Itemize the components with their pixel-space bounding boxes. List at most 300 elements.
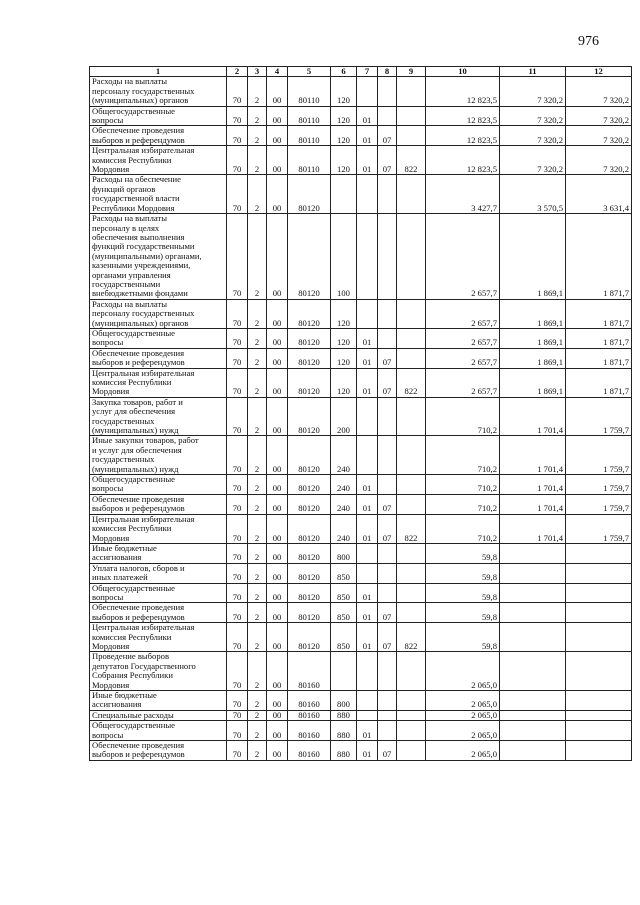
cell-target-article: 80120 (288, 348, 331, 368)
row-name-cell: Обеспечение проведения выборов и референдумов (90, 603, 227, 623)
cell-amount-2: 7 320,2 (500, 126, 566, 146)
cell-amount-1: 2 657,7 (426, 368, 500, 397)
cell-code-4: 00 (267, 721, 288, 741)
cell-code-3: 2 (248, 214, 267, 300)
table-row (90, 623, 632, 652)
cell-code-2: 70 (227, 328, 248, 348)
cell-ministry (397, 214, 426, 300)
cell-code-3: 2 (248, 543, 267, 563)
cell-code-3: 2 (248, 514, 267, 543)
cell-code-4: 00 (267, 397, 288, 436)
cell-code-2: 70 (227, 368, 248, 397)
table-row (90, 563, 632, 583)
table-row (90, 514, 632, 543)
cell-amount-1: 12 823,5 (426, 126, 500, 146)
cell-code-4: 00 (267, 603, 288, 623)
cell-code-3: 2 (248, 691, 267, 711)
cell-target-article: 80110 (288, 146, 331, 175)
cell-amount-3 (566, 652, 632, 691)
row-name-cell: Специальные расходы (90, 710, 227, 720)
cell-code-4: 00 (267, 741, 288, 761)
cell-section: 01 (357, 494, 378, 514)
cell-code-3: 2 (248, 603, 267, 623)
cell-amount-2: 1 701,4 (500, 397, 566, 436)
cell-amount-1: 2 657,7 (426, 299, 500, 328)
cell-code-3: 2 (248, 710, 267, 720)
cell-subsection (378, 397, 397, 436)
table-row (90, 175, 632, 214)
cell-code-4: 00 (267, 475, 288, 495)
cell-amount-3: 1 871,7 (566, 299, 632, 328)
cell-amount-3: 1 871,7 (566, 328, 632, 348)
cell-amount-1: 2 065,0 (426, 741, 500, 761)
cell-expense-type: 880 (331, 710, 357, 720)
cell-code-2: 70 (227, 475, 248, 495)
cell-ministry (397, 106, 426, 126)
cell-code-3: 2 (248, 126, 267, 146)
column-header: 11 (500, 67, 566, 77)
cell-amount-1: 12 823,5 (426, 106, 500, 126)
cell-amount-2: 3 570,5 (500, 175, 566, 214)
cell-target-article: 80120 (288, 368, 331, 397)
cell-amount-1: 710,2 (426, 475, 500, 495)
cell-expense-type: 240 (331, 436, 357, 475)
cell-section (357, 691, 378, 711)
cell-code-3: 2 (248, 623, 267, 652)
column-header: 2 (227, 67, 248, 77)
cell-amount-1: 710,2 (426, 514, 500, 543)
cell-ministry (397, 741, 426, 761)
cell-section: 01 (357, 368, 378, 397)
cell-code-3: 2 (248, 583, 267, 603)
cell-expense-type: 120 (331, 328, 357, 348)
cell-amount-2 (500, 652, 566, 691)
cell-expense-type: 120 (331, 368, 357, 397)
cell-subsection: 07 (378, 494, 397, 514)
cell-subsection: 07 (378, 368, 397, 397)
cell-ministry (397, 494, 426, 514)
cell-subsection (378, 106, 397, 126)
cell-amount-3 (566, 691, 632, 711)
cell-amount-3 (566, 543, 632, 563)
cell-expense-type: 880 (331, 741, 357, 761)
cell-subsection (378, 175, 397, 214)
cell-amount-2 (500, 563, 566, 583)
cell-section (357, 175, 378, 214)
table-row (90, 721, 632, 741)
row-name-cell: Иные бюджетные ассигнования (90, 543, 227, 563)
cell-section: 01 (357, 741, 378, 761)
cell-ministry (397, 77, 426, 106)
cell-target-article: 80120 (288, 543, 331, 563)
cell-subsection: 07 (378, 603, 397, 623)
cell-code-4: 00 (267, 106, 288, 126)
cell-section (357, 436, 378, 475)
column-header: 8 (378, 67, 397, 77)
cell-section: 01 (357, 583, 378, 603)
row-name-cell: Центральная избирательная комиссия Республики Мордовия (90, 514, 227, 543)
column-header: 4 (267, 67, 288, 77)
cell-amount-1: 59,8 (426, 543, 500, 563)
cell-amount-3: 1 871,7 (566, 348, 632, 368)
cell-subsection: 07 (378, 126, 397, 146)
cell-target-article: 80120 (288, 397, 331, 436)
cell-amount-2: 1 701,4 (500, 514, 566, 543)
cell-code-2: 70 (227, 106, 248, 126)
row-name-cell: Общегосударственные вопросы (90, 106, 227, 126)
cell-code-4: 00 (267, 328, 288, 348)
cell-amount-3 (566, 583, 632, 603)
cell-code-4: 00 (267, 77, 288, 106)
cell-code-2: 70 (227, 583, 248, 603)
cell-section: 01 (357, 106, 378, 126)
cell-amount-1: 2 065,0 (426, 721, 500, 741)
cell-code-4: 00 (267, 175, 288, 214)
cell-code-3: 2 (248, 368, 267, 397)
cell-ministry (397, 348, 426, 368)
cell-code-2: 70 (227, 214, 248, 300)
cell-ministry (397, 583, 426, 603)
cell-expense-type: 120 (331, 106, 357, 126)
table-row (90, 494, 632, 514)
cell-target-article: 80120 (288, 175, 331, 214)
column-header: 5 (288, 67, 331, 77)
row-name-cell: Центральная избирательная комиссия Республики Мордовия (90, 368, 227, 397)
cell-section (357, 652, 378, 691)
cell-section (357, 397, 378, 436)
cell-code-4: 00 (267, 691, 288, 711)
cell-target-article: 80120 (288, 563, 331, 583)
column-header: 3 (248, 67, 267, 77)
cell-section: 01 (357, 475, 378, 495)
cell-amount-3 (566, 623, 632, 652)
cell-amount-2 (500, 583, 566, 603)
cell-code-4: 00 (267, 543, 288, 563)
cell-amount-2: 1 701,4 (500, 436, 566, 475)
cell-target-article: 80160 (288, 721, 331, 741)
cell-code-2: 70 (227, 721, 248, 741)
cell-code-4: 00 (267, 652, 288, 691)
row-name-cell: Обеспечение проведения выборов и референдумов (90, 741, 227, 761)
cell-code-2: 70 (227, 623, 248, 652)
table-row (90, 710, 632, 720)
table-row (90, 543, 632, 563)
cell-amount-1: 2 065,0 (426, 691, 500, 711)
cell-target-article: 80120 (288, 475, 331, 495)
cell-amount-3 (566, 741, 632, 761)
cell-code-3: 2 (248, 299, 267, 328)
cell-code-4: 00 (267, 623, 288, 652)
cell-code-3: 2 (248, 175, 267, 214)
cell-amount-1: 59,8 (426, 583, 500, 603)
cell-section: 01 (357, 514, 378, 543)
cell-ministry (397, 436, 426, 475)
cell-code-2: 70 (227, 710, 248, 720)
table-row (90, 77, 632, 106)
row-name-cell: Общегосударственные вопросы (90, 583, 227, 603)
cell-code-2: 70 (227, 299, 248, 328)
cell-code-2: 70 (227, 175, 248, 214)
cell-target-article: 80160 (288, 741, 331, 761)
row-name-cell: Закупка товаров, работ и услуг для обеспечения государственных (муниципальных) нужд (90, 397, 227, 436)
row-name-cell: Уплата налогов, сборов и иных платежей (90, 563, 227, 583)
cell-section: 01 (357, 721, 378, 741)
cell-code-2: 70 (227, 603, 248, 623)
cell-subsection: 07 (378, 623, 397, 652)
cell-amount-1: 2 065,0 (426, 652, 500, 691)
row-name-cell: Иные закупки товаров, работ и услуг для обеспечения государственных (муниципальных) нужд (90, 436, 227, 475)
cell-amount-3: 7 320,2 (566, 146, 632, 175)
cell-code-2: 70 (227, 691, 248, 711)
cell-target-article: 80120 (288, 514, 331, 543)
cell-expense-type: 200 (331, 397, 357, 436)
cell-subsection (378, 77, 397, 106)
cell-amount-2: 1 869,1 (500, 214, 566, 300)
cell-code-3: 2 (248, 146, 267, 175)
cell-target-article: 80120 (288, 494, 331, 514)
cell-expense-type: 120 (331, 146, 357, 175)
row-name-cell: Общегосударственные вопросы (90, 328, 227, 348)
cell-code-4: 00 (267, 126, 288, 146)
cell-code-2: 70 (227, 348, 248, 368)
cell-code-4: 00 (267, 563, 288, 583)
page-number: 976 (578, 34, 599, 49)
cell-target-article: 80110 (288, 77, 331, 106)
cell-code-3: 2 (248, 475, 267, 495)
cell-section (357, 214, 378, 300)
cell-ministry (397, 721, 426, 741)
cell-target-article: 80160 (288, 652, 331, 691)
cell-expense-type: 850 (331, 563, 357, 583)
cell-amount-3 (566, 563, 632, 583)
table-row (90, 348, 632, 368)
cell-subsection (378, 583, 397, 603)
row-name-cell: Расходы на выплаты персоналу государственных (муниципальных) органов (90, 299, 227, 328)
cell-ministry (397, 126, 426, 146)
row-name-cell: Центральная избирательная комиссия Республики Мордовия (90, 146, 227, 175)
cell-expense-type: 120 (331, 348, 357, 368)
cell-target-article: 80110 (288, 106, 331, 126)
cell-code-2: 70 (227, 146, 248, 175)
cell-target-article: 80160 (288, 691, 331, 711)
cell-subsection: 07 (378, 348, 397, 368)
cell-expense-type: 120 (331, 77, 357, 106)
cell-code-2: 70 (227, 652, 248, 691)
column-header: 12 (566, 67, 632, 77)
cell-ministry (397, 175, 426, 214)
cell-code-4: 00 (267, 710, 288, 720)
cell-code-3: 2 (248, 436, 267, 475)
cell-code-4: 00 (267, 214, 288, 300)
cell-code-3: 2 (248, 77, 267, 106)
table-row (90, 741, 632, 761)
row-name-cell: Проведение выборов депутатов Государственного Собрания Республики Мордовия (90, 652, 227, 691)
row-name-cell: Расходы на выплаты персоналу в целях обеспечения выполнения функций государственными (муниципальными) органами, казенными учреждениями, органами управления государственными внебюджетными фондами (90, 214, 227, 300)
cell-amount-1: 3 427,7 (426, 175, 500, 214)
cell-amount-2: 1 869,1 (500, 328, 566, 348)
table-row (90, 475, 632, 495)
row-name-cell: Расходы на обеспечение функций органов государственной власти Республики Мордовия (90, 175, 227, 214)
cell-subsection (378, 475, 397, 495)
cell-section: 01 (357, 146, 378, 175)
cell-target-article: 80120 (288, 583, 331, 603)
cell-ministry (397, 603, 426, 623)
row-name-cell: Центральная избирательная комиссия Республики Мордовия (90, 623, 227, 652)
cell-code-4: 00 (267, 299, 288, 328)
cell-amount-1: 12 823,5 (426, 146, 500, 175)
cell-expense-type: 850 (331, 603, 357, 623)
cell-subsection (378, 691, 397, 711)
table-row (90, 652, 632, 691)
cell-code-3: 2 (248, 563, 267, 583)
cell-section (357, 563, 378, 583)
cell-amount-2 (500, 741, 566, 761)
table-row (90, 397, 632, 436)
table-row (90, 691, 632, 711)
cell-ministry (397, 691, 426, 711)
cell-amount-2 (500, 710, 566, 720)
cell-amount-3: 7 320,2 (566, 126, 632, 146)
row-name-cell: Общегосударственные вопросы (90, 475, 227, 495)
cell-amount-2: 1 701,4 (500, 494, 566, 514)
cell-amount-3: 7 320,2 (566, 77, 632, 106)
table-row (90, 368, 632, 397)
cell-amount-2: 1 869,1 (500, 348, 566, 368)
cell-expense-type: 240 (331, 514, 357, 543)
cell-ministry (397, 299, 426, 328)
cell-subsection: 07 (378, 741, 397, 761)
cell-amount-1: 59,8 (426, 603, 500, 623)
table-row (90, 583, 632, 603)
cell-section: 01 (357, 126, 378, 146)
cell-code-2: 70 (227, 741, 248, 761)
cell-expense-type: 880 (331, 721, 357, 741)
cell-ministry (397, 328, 426, 348)
cell-amount-2: 1 869,1 (500, 368, 566, 397)
cell-section: 01 (357, 348, 378, 368)
cell-expense-type: 120 (331, 126, 357, 146)
cell-code-2: 70 (227, 494, 248, 514)
cell-section (357, 77, 378, 106)
cell-code-3: 2 (248, 106, 267, 126)
cell-expense-type: 800 (331, 543, 357, 563)
column-header: 10 (426, 67, 500, 77)
cell-amount-3 (566, 603, 632, 623)
cell-code-3: 2 (248, 494, 267, 514)
cell-amount-2: 7 320,2 (500, 106, 566, 126)
cell-amount-3: 1 759,7 (566, 475, 632, 495)
cell-amount-1: 59,8 (426, 623, 500, 652)
table-row (90, 603, 632, 623)
cell-amount-2: 7 320,2 (500, 146, 566, 175)
cell-target-article: 80160 (288, 710, 331, 720)
cell-ministry (397, 563, 426, 583)
cell-subsection: 07 (378, 146, 397, 175)
cell-code-3: 2 (248, 652, 267, 691)
cell-ministry: 822 (397, 368, 426, 397)
cell-ministry (397, 475, 426, 495)
cell-target-article: 80120 (288, 328, 331, 348)
cell-amount-3: 1 759,7 (566, 436, 632, 475)
cell-amount-1: 710,2 (426, 397, 500, 436)
cell-amount-3 (566, 721, 632, 741)
cell-section: 01 (357, 623, 378, 652)
cell-amount-2 (500, 603, 566, 623)
cell-subsection: 07 (378, 514, 397, 543)
cell-subsection (378, 328, 397, 348)
cell-amount-1: 2 065,0 (426, 710, 500, 720)
column-header: 9 (397, 67, 426, 77)
cell-amount-3: 1 871,7 (566, 368, 632, 397)
cell-expense-type: 100 (331, 214, 357, 300)
cell-amount-3: 1 871,7 (566, 214, 632, 300)
cell-subsection (378, 710, 397, 720)
table-row (90, 328, 632, 348)
cell-target-article: 80110 (288, 126, 331, 146)
cell-section (357, 710, 378, 720)
cell-amount-2 (500, 721, 566, 741)
cell-ministry (397, 543, 426, 563)
cell-amount-1: 710,2 (426, 494, 500, 514)
cell-subsection (378, 299, 397, 328)
cell-ministry: 822 (397, 514, 426, 543)
row-name-cell: Обеспечение проведения выборов и референдумов (90, 494, 227, 514)
cell-expense-type (331, 175, 357, 214)
cell-section: 01 (357, 603, 378, 623)
cell-subsection (378, 214, 397, 300)
cell-subsection (378, 543, 397, 563)
cell-ministry: 822 (397, 623, 426, 652)
cell-amount-3: 7 320,2 (566, 106, 632, 126)
cell-subsection (378, 721, 397, 741)
cell-expense-type: 240 (331, 475, 357, 495)
cell-expense-type: 120 (331, 299, 357, 328)
cell-expense-type: 850 (331, 583, 357, 603)
cell-amount-1: 12 823,5 (426, 77, 500, 106)
cell-amount-2: 1 869,1 (500, 299, 566, 328)
cell-amount-3: 1 759,7 (566, 514, 632, 543)
cell-code-4: 00 (267, 583, 288, 603)
cell-code-3: 2 (248, 328, 267, 348)
cell-code-2: 70 (227, 397, 248, 436)
cell-code-2: 70 (227, 126, 248, 146)
column-header: 6 (331, 67, 357, 77)
table-row (90, 436, 632, 475)
row-name-cell: Обеспечение проведения выборов и референдумов (90, 348, 227, 368)
cell-amount-2 (500, 543, 566, 563)
cell-code-4: 00 (267, 494, 288, 514)
cell-code-2: 70 (227, 514, 248, 543)
cell-code-2: 70 (227, 543, 248, 563)
cell-ministry: 822 (397, 146, 426, 175)
row-name-cell: Иные бюджетные ассигнования (90, 691, 227, 711)
cell-section (357, 543, 378, 563)
cell-amount-2: 7 320,2 (500, 77, 566, 106)
table-row (90, 126, 632, 146)
cell-amount-2 (500, 623, 566, 652)
cell-expense-type: 850 (331, 623, 357, 652)
cell-amount-3: 3 631,4 (566, 175, 632, 214)
cell-amount-3: 1 759,7 (566, 494, 632, 514)
cell-code-3: 2 (248, 397, 267, 436)
table-row (90, 299, 632, 328)
cell-amount-1: 2 657,7 (426, 348, 500, 368)
cell-amount-3: 1 759,7 (566, 397, 632, 436)
cell-amount-2: 1 701,4 (500, 475, 566, 495)
cell-amount-1: 59,8 (426, 563, 500, 583)
cell-target-article: 80120 (288, 214, 331, 300)
cell-subsection (378, 563, 397, 583)
